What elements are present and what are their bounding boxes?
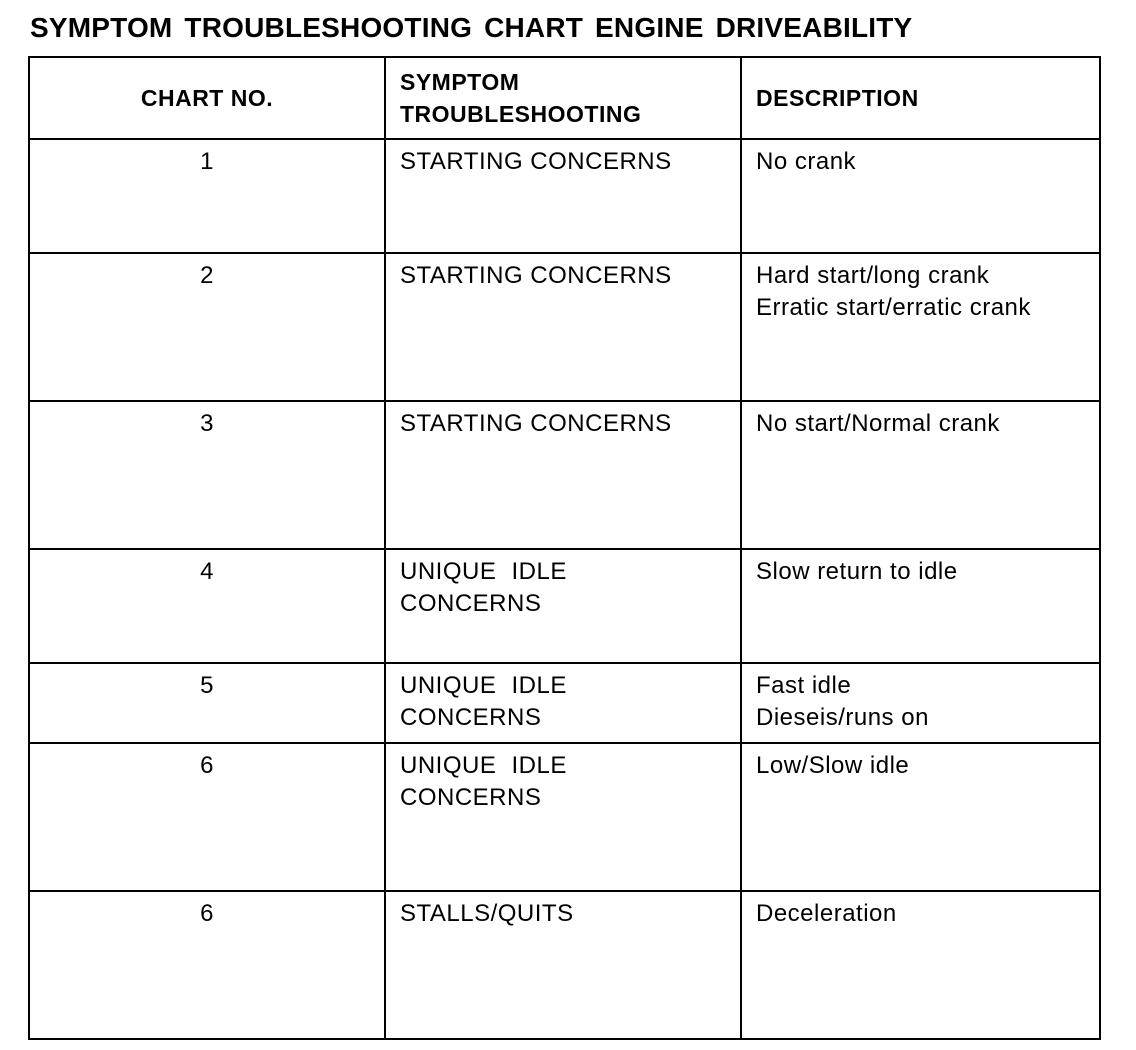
cell-symptom <box>385 743 741 891</box>
cell-chart-no <box>29 401 385 549</box>
symptom-text: UNIQUE IDLE <box>400 672 567 699</box>
header-chart-no <box>29 57 385 139</box>
cell-description <box>741 253 1100 401</box>
header-symptom <box>385 57 741 139</box>
cell-description <box>741 139 1100 253</box>
cell-chart-no <box>29 891 385 1039</box>
description-text: Deceleration <box>756 900 897 927</box>
cell-chart-no <box>29 549 385 663</box>
chart-number: 2 <box>200 262 214 289</box>
description-text: Low/Slow idle <box>756 752 910 779</box>
table-row <box>29 891 1100 1039</box>
description-text: Erratic start/erratic crank <box>756 294 1031 321</box>
table-header-row <box>29 57 1100 139</box>
cell-description <box>741 401 1100 549</box>
symptom-text: STARTING CONCERNS <box>400 262 672 289</box>
description-text: No start/Normal crank <box>756 410 1000 437</box>
description-text: Fast idle <box>756 672 852 699</box>
description-text: Slow return to idle <box>756 558 958 585</box>
chart-number: 4 <box>200 558 214 585</box>
header-symptom-line1: SYMPTOM <box>400 69 520 95</box>
chart-number: 5 <box>200 672 214 699</box>
symptom-text: UNIQUE IDLE <box>400 752 567 779</box>
table-row <box>29 401 1100 549</box>
chart-number: 6 <box>200 900 214 927</box>
header-chart-no-label: CHART NO. <box>140 85 274 111</box>
description-text: Dieseis/runs on <box>756 704 929 731</box>
table-row <box>29 663 1100 743</box>
cell-description <box>741 743 1100 891</box>
cell-symptom <box>385 891 741 1039</box>
symptom-chart-table <box>28 56 1101 1040</box>
page-title: SYMPTOM TROUBLESHOOTING CHART ENGINE DRIVEABILITY <box>30 12 913 43</box>
cell-symptom <box>385 253 741 401</box>
cell-symptom <box>385 549 741 663</box>
symptom-text: STARTING CONCERNS <box>400 148 672 175</box>
table-row <box>29 743 1100 891</box>
header-description-label: DESCRIPTION <box>756 85 919 111</box>
header-symptom-line2: TROUBLESHOOTING <box>400 101 642 127</box>
description-text: No crank <box>756 148 857 175</box>
chart-number: 1 <box>200 148 214 175</box>
cell-chart-no <box>29 663 385 743</box>
symptom-text: CONCERNS <box>400 590 542 617</box>
symptom-text: STARTING CONCERNS <box>400 410 672 437</box>
cell-symptom <box>385 139 741 253</box>
cell-description <box>741 663 1100 743</box>
cell-description <box>741 549 1100 663</box>
chart-number: 6 <box>200 752 214 779</box>
cell-symptom <box>385 663 741 743</box>
table-row <box>29 549 1100 663</box>
cell-chart-no <box>29 743 385 891</box>
table-row <box>29 139 1100 253</box>
chart-number: 3 <box>200 410 214 437</box>
header-description <box>741 57 1100 139</box>
cell-description <box>741 891 1100 1039</box>
symptom-text: CONCERNS <box>400 784 542 811</box>
symptom-text: CONCERNS <box>400 704 542 731</box>
symptom-text: STALLS/QUITS <box>400 900 574 927</box>
cell-chart-no <box>29 253 385 401</box>
symptom-text: UNIQUE IDLE <box>400 558 567 585</box>
description-text: Hard start/long crank <box>756 262 990 289</box>
table-row <box>29 253 1100 401</box>
cell-chart-no <box>29 139 385 253</box>
cell-symptom <box>385 401 741 549</box>
